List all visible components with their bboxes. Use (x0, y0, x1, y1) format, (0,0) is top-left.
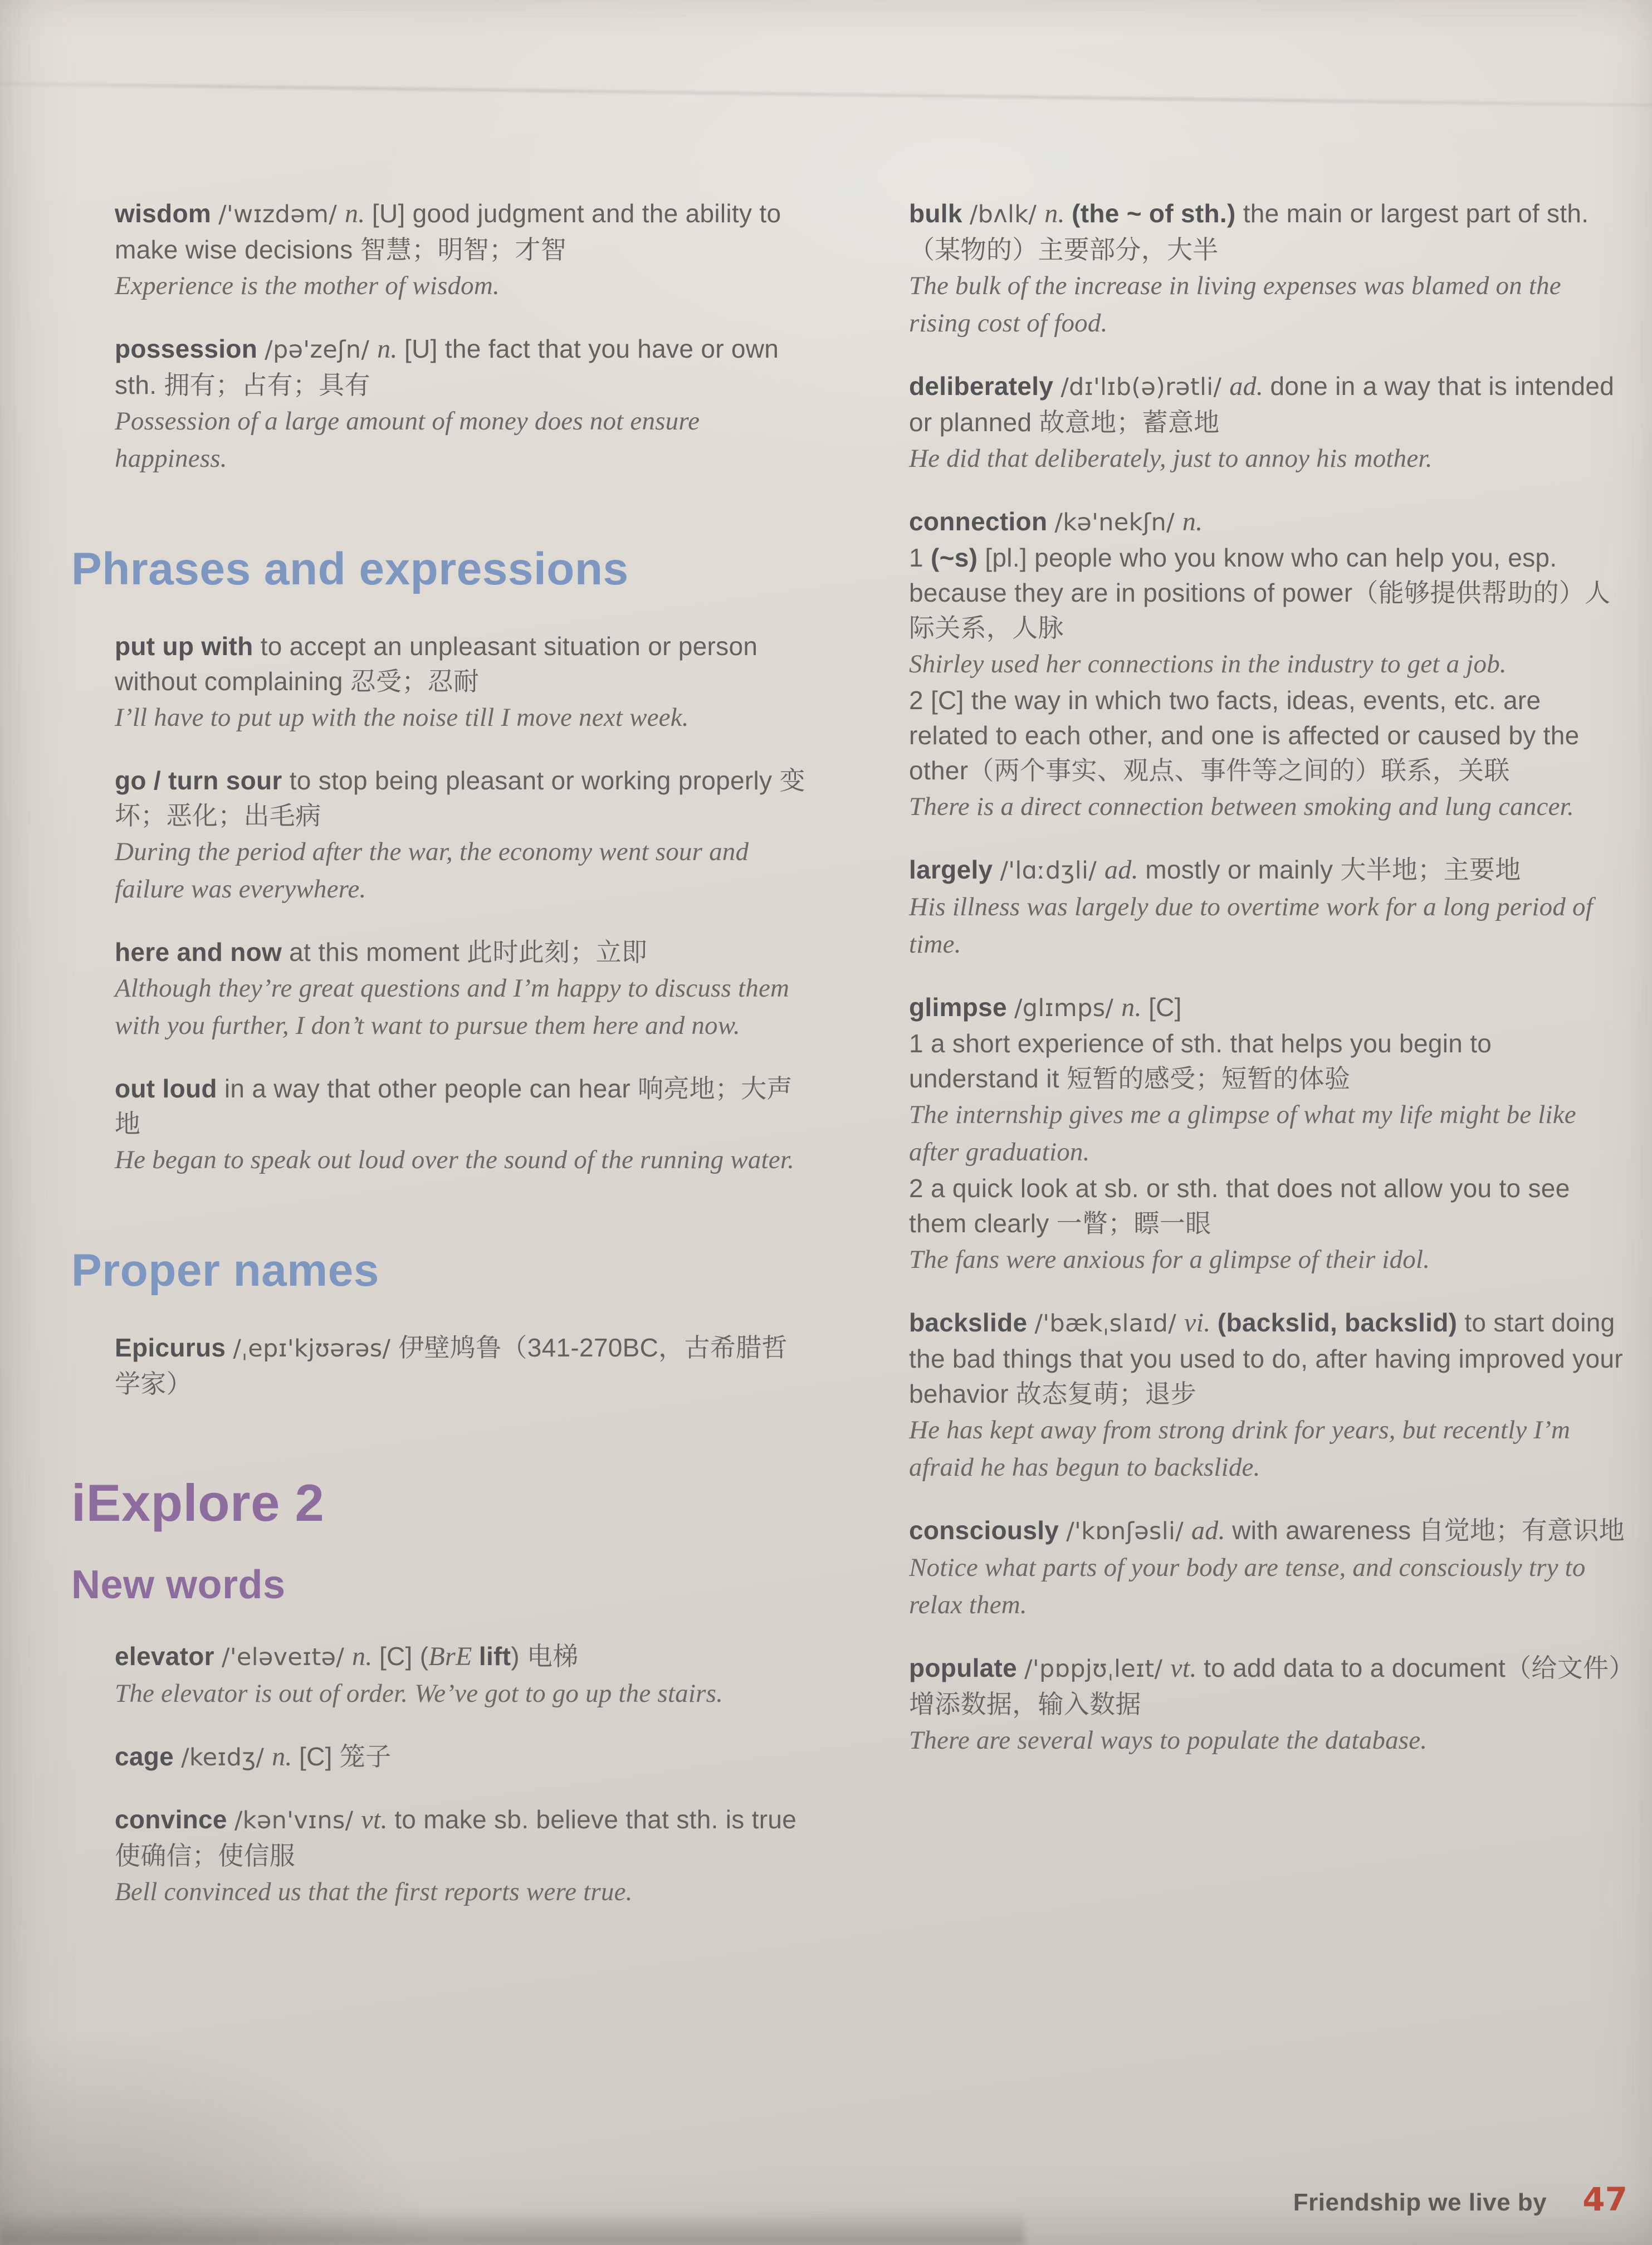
dictionary-entry-put-up-with (115, 629, 812, 736)
example-sentence (115, 1675, 812, 1712)
example-sentence (909, 646, 1625, 683)
dictionary-entry-backslide (909, 1305, 1625, 1486)
definition-line (909, 1026, 1625, 1096)
phonetic: /'lɑːdʒli/ (1000, 857, 1105, 885)
definition-text: ) 电梯 (511, 1642, 579, 1671)
definition-line (115, 1802, 812, 1873)
headword: possession (115, 334, 265, 363)
part-of-speech: n. (352, 1642, 379, 1671)
example-text: Experience is the mother of wisdom. (115, 271, 500, 300)
example-text: He has kept away from strong drink for years, but recently I’m afraid he has begun to backslide. (909, 1416, 1571, 1482)
phonetic: /'pɒpjʊˌleɪt/ (1024, 1655, 1171, 1683)
definition-line (909, 1305, 1625, 1412)
part-of-speech: vt. (1170, 1653, 1204, 1683)
headword: deliberately (909, 372, 1061, 401)
definition-line (909, 369, 1625, 440)
section-heading-new-words: New words (71, 1563, 286, 1607)
example-sentence (115, 970, 812, 1045)
definition-line (909, 504, 1625, 540)
definition-text: 2 [C] the way in which two facts, ideas, events, etc. are related to each other, and one is affected or caused by the other（两个事实、观点、事件等之间的）联系，关联 (909, 686, 1580, 785)
headword: largely (909, 855, 1000, 884)
dictionary-entry-possession (115, 331, 812, 477)
definition-text: 1 a short experience of sth. that helps you begin to understand it 短暂的感受；短暂的体验 (909, 1029, 1492, 1093)
example-sentence (115, 267, 812, 305)
definition-text: mostly or mainly 大半地；主要地 (1145, 855, 1521, 884)
part-of-speech: n. (1121, 993, 1149, 1022)
example-text: Shirley used her connections in the industry to get a job. (909, 650, 1507, 679)
section-heading-iexplore-2: iExplore 2 (71, 1473, 325, 1532)
dictionary-entry-wisdom (115, 196, 812, 305)
definition-line (115, 1739, 812, 1775)
example-text: The internship gives me a glimpse of what my life might be like after graduation. (909, 1100, 1576, 1167)
example-sentence (909, 1412, 1625, 1486)
definition-line (909, 990, 1625, 1026)
bottom-edge-shadow (0, 2212, 1024, 2245)
example-sentence (115, 1873, 812, 1911)
definition-text: to add data to a document（给文件）增添数据，输入数据 (909, 1653, 1622, 1719)
dictionary-entry-populate (909, 1651, 1625, 1759)
phonetic: /bʌlk/ (969, 201, 1045, 228)
example-text: The fans were anxious for a glimpse of their idol. (909, 1245, 1430, 1274)
part-of-speech: ad. (1229, 372, 1270, 401)
example-sentence (909, 1722, 1625, 1759)
bold-text: lift (478, 1642, 511, 1671)
part-of-speech: n. (272, 1742, 300, 1771)
example-sentence (909, 1549, 1625, 1624)
definition-text: 1 (909, 543, 931, 572)
part-of-speech: n. (344, 199, 372, 228)
example-text: The bulk of the increase in living expenses was blamed on the rising cost of food. (909, 271, 1561, 338)
headword: consciously (909, 1516, 1067, 1545)
phonetic: /'kɒnʃəsli/ (1066, 1517, 1191, 1545)
example-text: He began to speak out loud over the sound of the running water. (115, 1145, 795, 1174)
definition-text: [C] ( (379, 1642, 429, 1671)
definition-text: to stop being pleasant or working properly 变坏；恶化；出毛病 (115, 766, 805, 830)
example-sentence (909, 889, 1625, 963)
part-of-speech: n. (377, 334, 405, 364)
example-text: Notice what parts of your body are tense, and consciously try to relax them. (909, 1553, 1586, 1619)
definition-line (115, 196, 812, 267)
headword: bulk (909, 199, 970, 228)
headword: out loud (115, 1074, 224, 1103)
example-text: Bell convinced us that the first reports were true. (115, 1877, 633, 1906)
bold-text: (~s) (930, 543, 985, 572)
example-sentence (909, 1241, 1625, 1278)
dictionary-entry-go-turn-sour (115, 763, 812, 908)
example-text: During the period after the war, the economy went sour and failure was everywhere. (115, 837, 749, 904)
dictionary-entry-out-loud (115, 1071, 812, 1179)
headword: convince (115, 1805, 234, 1834)
example-sentence (115, 1141, 812, 1179)
definition-text: [C] 笼子 (299, 1742, 392, 1771)
headword: populate (909, 1653, 1025, 1682)
definition-line (115, 935, 812, 970)
running-title: Friendship we live by (1293, 2189, 1547, 2216)
phonetic: /'wɪzdəm/ (218, 201, 345, 228)
dictionary-entry-elevator (115, 1639, 812, 1712)
dictionary-entry-here-and-now (115, 935, 812, 1045)
phonetic: /'eləveɪtə/ (221, 1643, 353, 1671)
example-text: There is a direct connection between smoking and lung cancer. (909, 792, 1574, 821)
definition-text: 2 a quick look at sb. or sth. that does not allow you to see them clearly 一瞥；瞟一眼 (909, 1174, 1570, 1238)
headword: go / turn sour (115, 766, 290, 795)
phonetic: /kə'nekʃn/ (1054, 509, 1182, 536)
definition-line (115, 1071, 812, 1141)
example-text: His illness was largely due to overtime work for a long period of time. (909, 892, 1593, 959)
example-sentence (909, 440, 1625, 477)
section-heading-phrases-and-expressions: Phrases and expressions (71, 544, 629, 594)
paper-crease-line (0, 82, 1652, 108)
phonetic: /keɪdʒ/ (181, 1744, 272, 1771)
definition-line (115, 763, 812, 833)
part-of-speech: vi. (1184, 1308, 1218, 1338)
example-sentence (909, 1096, 1625, 1171)
example-sentence (115, 403, 812, 477)
definition-text: to make sb. believe that sth. is true 使确信；使信服 (115, 1805, 797, 1870)
headword: here and now (115, 938, 290, 967)
definition-line (909, 196, 1625, 267)
dictionary-entry-largely (909, 852, 1625, 963)
definition-text: at this moment 此时此刻；立即 (289, 938, 648, 967)
example-text: There are several ways to populate the database. (909, 1726, 1428, 1755)
phonetic: /kən'vɪns/ (234, 1807, 361, 1834)
example-text: Although they’re great questions and I’m happy to discuss them with you further, I don’t want to pursue them here and now. (115, 974, 790, 1040)
headword: Epicurus (115, 1333, 233, 1362)
phonetic: /'bækˌslaɪd/ (1034, 1310, 1185, 1338)
definition-line (115, 1639, 812, 1675)
definition-line (909, 852, 1625, 889)
definition-text: [U] good judgment and the ability to make wise decisions 智慧；明智；才智 (115, 199, 781, 264)
headword: connection (909, 507, 1055, 536)
definition-text: to start doing the bad things that you used to do, after having improved your behavior 故态复萌；退步 (909, 1308, 1623, 1408)
headword: wisdom (115, 199, 219, 228)
definition-line (115, 331, 812, 403)
dictionary-entry-epicurus (115, 1330, 812, 1402)
definition-text: to accept an unpleasant situation or person without complaining 忍受；忍耐 (115, 632, 758, 696)
part-of-speech: ad. (1104, 855, 1146, 885)
example-text: I’ll have to put up with the noise till I move next week. (115, 703, 689, 732)
part-of-speech: ad. (1191, 1516, 1233, 1545)
definition-line (909, 540, 1625, 646)
section-heading-proper-names: Proper names (71, 1245, 379, 1296)
definition-line (115, 1330, 812, 1402)
dictionary-entry-consciously (909, 1513, 1625, 1624)
phonetic: /pə'zeʃn/ (265, 336, 378, 364)
phonetic: /dɪ'lɪb(ə)rətli/ (1060, 373, 1230, 401)
part-of-speech: vt. (361, 1805, 395, 1834)
definition-text: the main or largest part of sth.（某物的）主要部分，大半 (909, 199, 1589, 264)
example-text: He did that deliberately, just to annoy his mother. (909, 444, 1433, 473)
definition-line (115, 629, 812, 699)
dictionary-entry-glimpse (909, 990, 1625, 1278)
example-sentence (115, 833, 812, 908)
headword: cage (115, 1742, 182, 1771)
headword: put up with (115, 632, 261, 661)
phonetic: /glɪmps/ (1014, 994, 1122, 1022)
dictionary-entry-connection (909, 504, 1625, 826)
page-number: 47 (1582, 2180, 1627, 2218)
example-sentence (909, 267, 1625, 342)
example-text: Possession of a large amount of money does not ensure happiness. (115, 407, 700, 473)
dictionary-entry-bulk (909, 196, 1625, 342)
headword: glimpse (909, 993, 1015, 1022)
example-sentence (115, 699, 812, 736)
definition-text: [C] (1148, 993, 1182, 1022)
dictionary-entry-convince (115, 1802, 812, 1911)
definition-text: in a way that other people can hear 响亮地；大声地 (115, 1074, 793, 1138)
part-of-speech: n. (1044, 199, 1072, 228)
definition-text: [U] the fact that you have or own sth. 拥有；占有；具有 (115, 334, 779, 399)
definition-text: 伊壁鸠鲁（341-270BC，古希腊哲学家） (115, 1333, 788, 1398)
headword: elevator (115, 1642, 222, 1671)
dictionary-entry-cage (115, 1739, 812, 1775)
headword: backslide (909, 1308, 1035, 1337)
left-column (71, 196, 812, 1937)
example-sentence (909, 788, 1625, 826)
definition-line (909, 683, 1625, 788)
part-of-speech: n. (1182, 507, 1203, 536)
italic-text: BrE (428, 1642, 479, 1671)
definition-line (909, 1513, 1625, 1549)
phonetic: /ˌepɪ'kjʊərəs/ (233, 1335, 399, 1363)
page-footer (1293, 2180, 1627, 2218)
definition-line (909, 1171, 1625, 1241)
definition-line (909, 1651, 1625, 1722)
definition-text: [pl.] people who you know who can help you, esp. because they are in positions of power（能够提供帮助的）人际关系，人脉 (909, 543, 1611, 642)
bold-text: (the ~ of sth.) (1072, 199, 1243, 228)
dictionary-entry-deliberately (909, 369, 1625, 477)
bold-text: (backslid, backslid) (1217, 1308, 1465, 1337)
example-text: The elevator is out of order. We’ve got to go up the stairs. (115, 1679, 724, 1708)
right-column (909, 196, 1625, 1786)
definition-text: done in a way that is intended or planned 故意地；蓄意地 (909, 372, 1615, 437)
definition-text: with awareness 自觉地；有意识地 (1232, 1516, 1625, 1545)
